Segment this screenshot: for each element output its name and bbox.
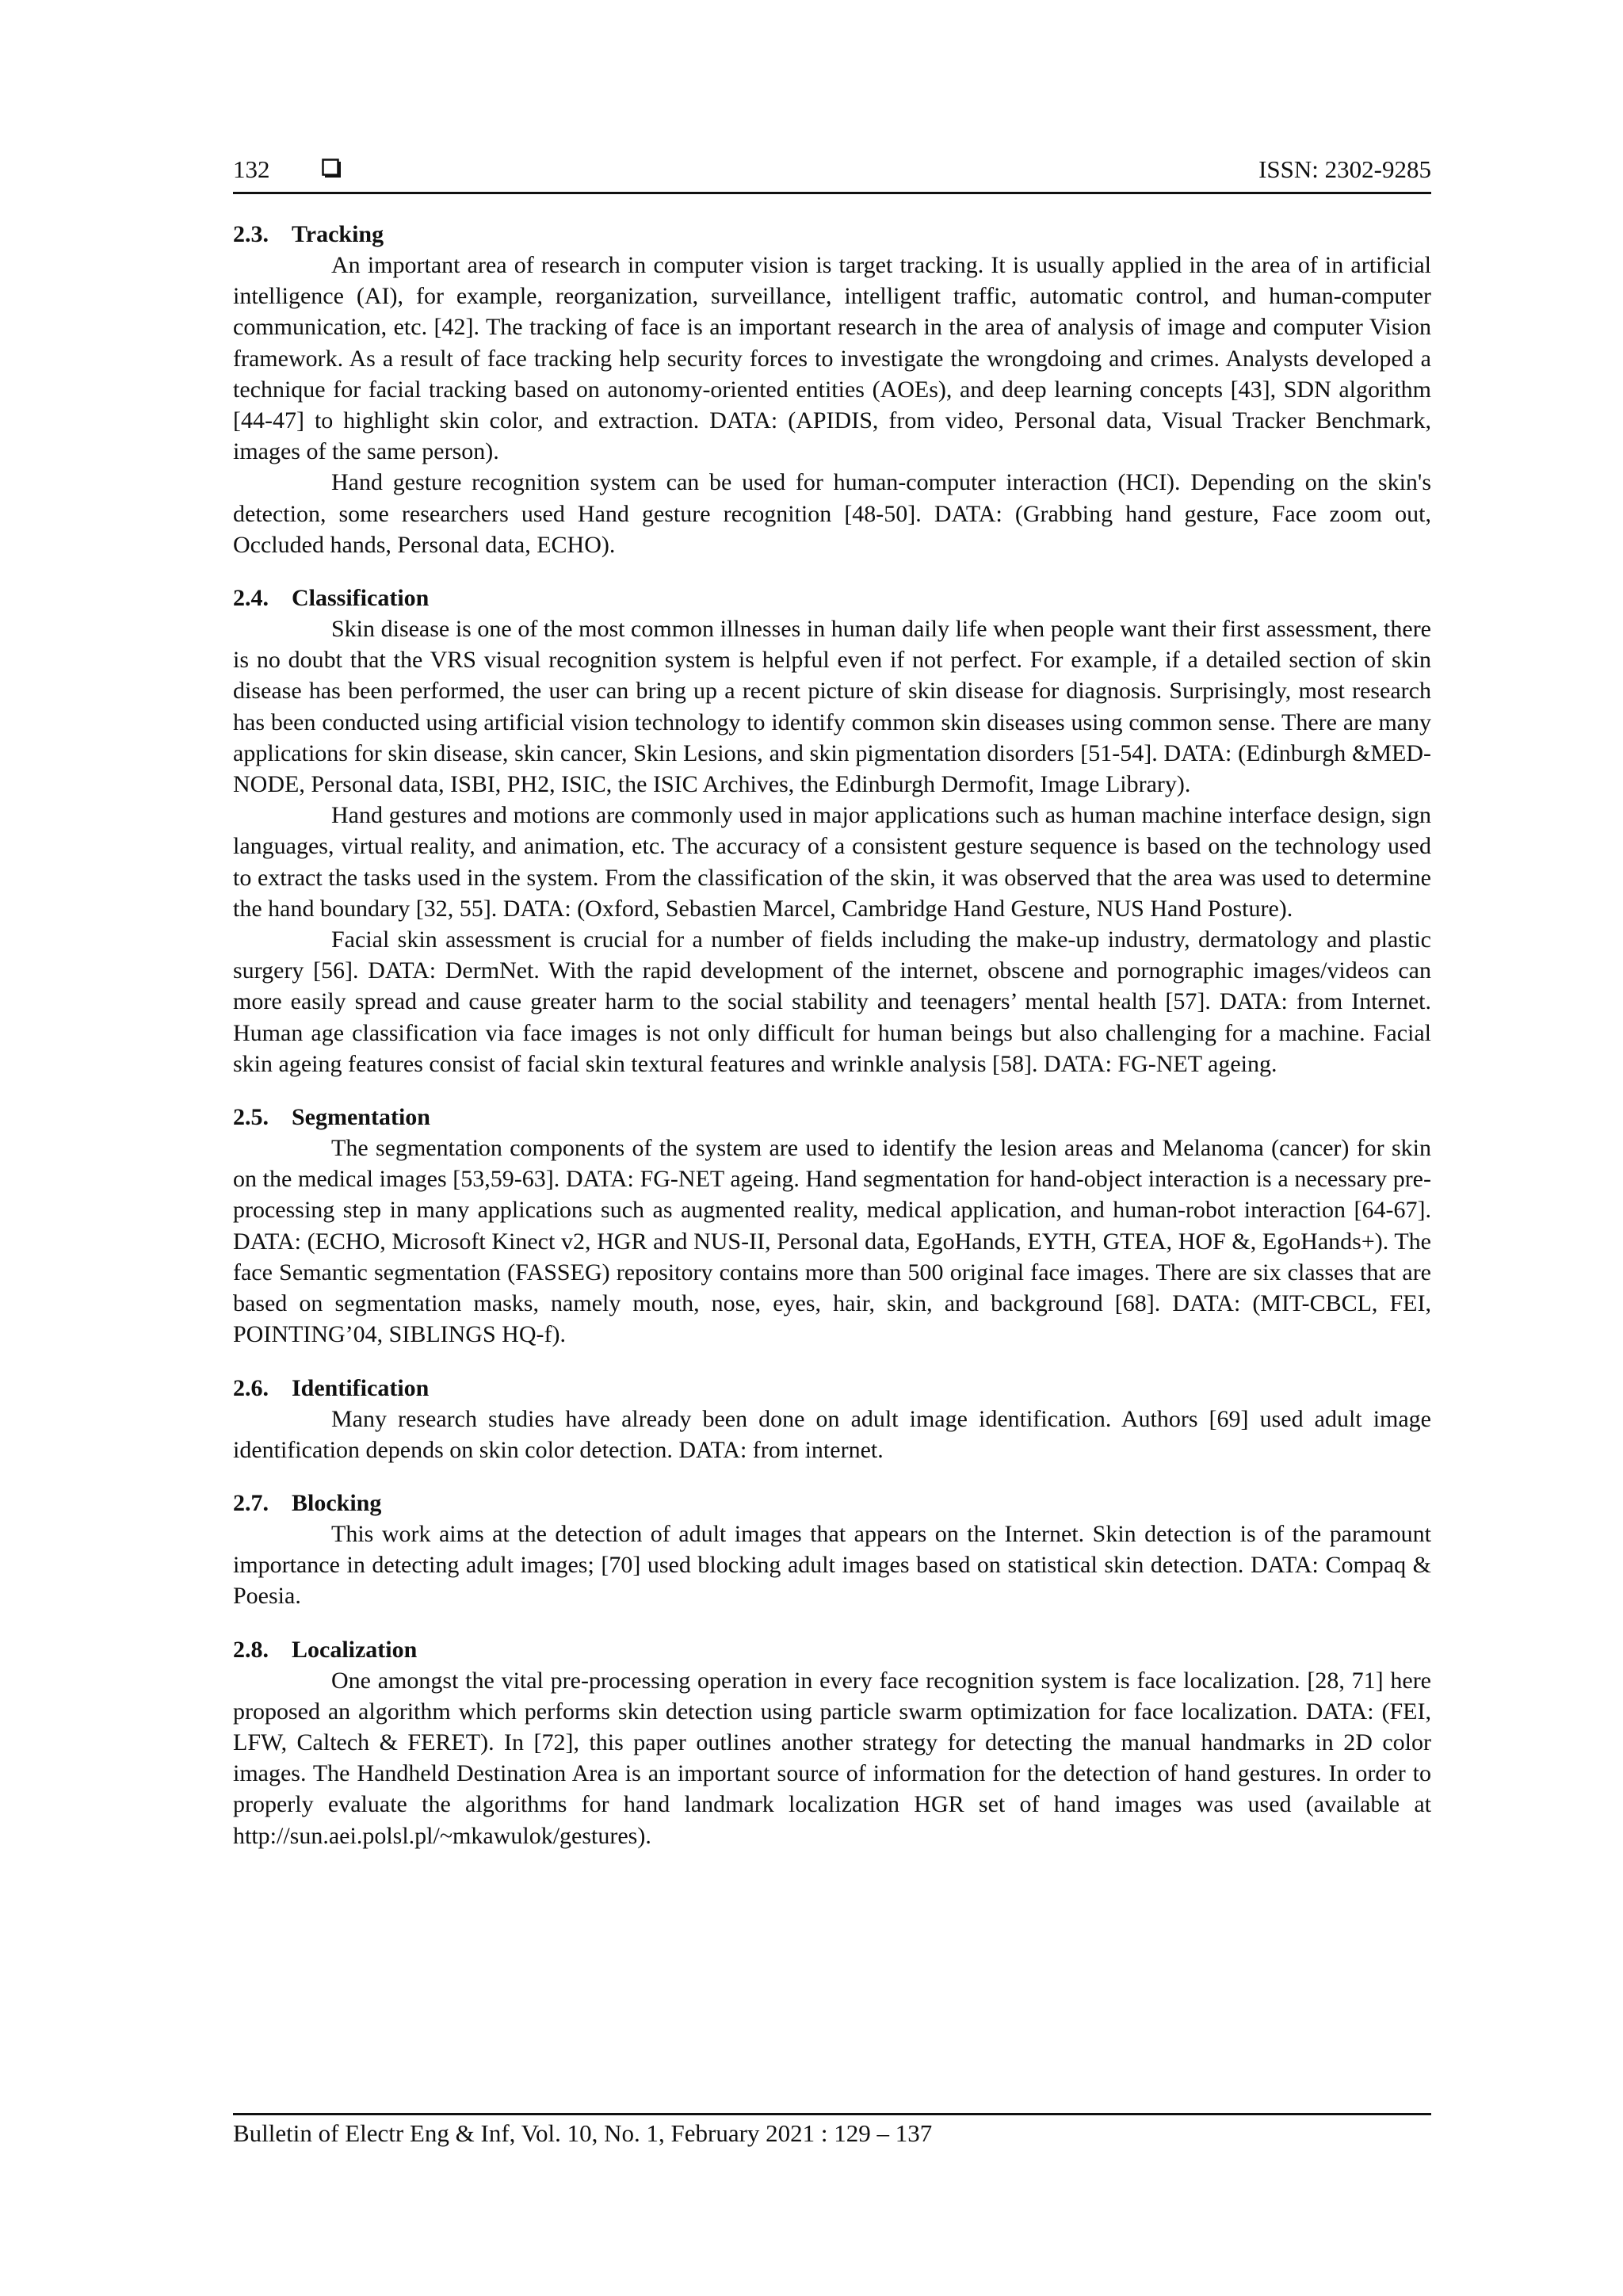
section-number: 2.3. [233,221,269,247]
section-number: 2.7. [233,1489,269,1516]
paragraph: Hand gestures and motions are commonly used in major applications such as human machine interface design, sign languages, virtual reality, and animation, etc. The accuracy of a consistent gesture sequence is based on the technology used to extract the tasks used in the system. From the classification of the skin, it was observed that the area was used to determine the hand boundary [32, 55]. DATA: (Oxford, Sebastien Marcel, Cambridge Hand Gesture, NUS Hand Posture). [233,802,1431,922]
section-identification [233,1373,1431,1465]
footer-citation: Bulletin of Electr Eng & Inf, Vol. 10, No. 1, February 2021 : 129 – 137 [233,2119,933,2147]
checkbox-square-icon [322,159,342,179]
section-title: Localization [292,1636,418,1663]
paragraph: Skin disease is one of the most common illnesses in human daily life when people want their first assessment, there is no doubt that the VRS visual recognition system is helpful even if not perfect. For example, if a detailed section of skin disease has been performed, the user can bring up a recent picture of skin disease for diagnosis. Surprisingly, most research has been conducted using artificial vision technology to identify common skin diseases using common sense. There are many applications for skin disease, skin cancer, Skin Lesions, and skin pigmentation disorders [51-54]. DATA: (Edinburgh &MED-NODE, Personal data, ISBI, PH2, ISIC, the ISIC Archives, the Edinburgh Dermofit, Image Library). [233,616,1431,798]
section-heading [233,219,1431,250]
page-header [233,151,1431,189]
section-tracking [233,219,1431,560]
article-body [233,219,1431,1874]
paragraph: This work aims at the detection of adult images that appears on the Internet. Skin detection is of the paramount importance in detecting adult images; [70] used blocking adult images based on statistical skin detection. DATA: Compaq & Poesia. [233,1520,1431,1610]
section-title: Identification [292,1374,430,1401]
section-number: 2.8. [233,1636,269,1663]
section-segmentation [233,1102,1431,1350]
paragraph: Facial skin assessment is crucial for a number of fields including the make-up industry, dermatology and plastic surgery [56]. DATA: DermNet. With the rapid development of the internet, obscene and pornographic images/videos can more easily spread and cause greater harm to the social stability and teenagers’ mental health [57]. DATA: from Internet. Human age classification via face images is not only difficult for human beings but also challenging for a machine. Facial skin ageing features consist of facial skin textural features and wrinkle analysis [58]. DATA: FG-NET ageing. [233,926,1431,1077]
paragraph: An important area of research in computer vision is target tracking. It is usually applied in the area of in artificial intelligence (AI), for example, reorganization, surveillance, intelligent traffic, automatic control, and human-computer communication, etc. [42]. The tracking of face is an important research in the area of analysis of image and computer Vision framework. As a result of face tracking help security forces to investigate the wrongdoing and crimes. Analysts developed a technique for facial tracking based on autonomy-oriented entities (AOEs), and deep learning concepts [43], SDN algorithm [44-47] to highlight skin color, and extraction. DATA: (APIDIS, from video, Personal data, Visual Tracker Benchmark, images of the same person). [233,252,1431,465]
section-heading [233,1488,1431,1519]
section-blocking [233,1488,1431,1612]
page-number: 132 [233,155,270,183]
section-heading [233,583,1431,613]
page [233,151,1431,1849]
section-heading [233,1634,1431,1665]
footer-divider [233,2113,1431,2115]
section-title: Segmentation [292,1104,430,1131]
section-title: Tracking [292,221,384,247]
paragraph: One amongst the vital pre-processing operation in every face recognition system is face localization. [28, 71] here proposed an algorithm which performs skin detection using particle swarm optimization for face localization. DATA: (FEI, LFW, Caltech & FERET). In [72], this paper outlines another strategy for detecting the manual handmarks in 2D color images. The Handheld Destination Area is an important source of information for the detection of hand gestures. In order to properly evaluate the algorithms for hand landmark localization HGR set of hand images was used (available at http://sun.aei.polsl.pl/~mkawulok/gestures). [233,1667,1431,1849]
issn-label: ISSN: 2302-9285 [1258,155,1431,183]
paragraph: The segmentation components of the system are used to identify the lesion areas and Melanoma (cancer) for skin on the medical images [53,59-63]. DATA: FG-NET ageing. Hand segmentation for hand-object interaction is a necessary pre-processing step in many applications such as augmented reality, medical application, and human-robot interaction [64-67]. DATA: (ECHO, Microsoft Kinect v2, HGR and NUS-II, Personal data, EgoHands, EYTH, GTEA, HOF &, EgoHands+). The face Semantic segmentation (FASSEG) repository contains more than 500 original face images. There are six classes that are based on segmentation masks, namely mouth, nose, eyes, hair, skin, and background [68]. DATA: (MIT-CBCL, FEI, POINTING’04, SIBLINGS HQ-f). [233,1135,1431,1348]
paragraph: Hand gesture recognition system can be used for human-computer interaction (HCI). Depending on the skin's detection, some researchers used Hand gesture recognition [48-50]. DATA: (Grabbing hand gesture, Face zoom out, Occluded hands, Personal data, ECHO). [233,469,1431,558]
section-number: 2.6. [233,1374,269,1401]
section-localization [233,1634,1431,1851]
section-heading [233,1373,1431,1404]
section-number: 2.4. [233,585,269,612]
section-title: Blocking [292,1489,382,1516]
header-divider [233,192,1431,194]
section-title: Classification [292,585,430,612]
section-heading [233,1102,1431,1133]
section-number: 2.5. [233,1104,269,1131]
section-classification [233,583,1431,1079]
paragraph: Many research studies have already been done on adult image identification. Authors [69] used adult image identification depends on skin color detection. DATA: from internet. [233,1405,1431,1463]
